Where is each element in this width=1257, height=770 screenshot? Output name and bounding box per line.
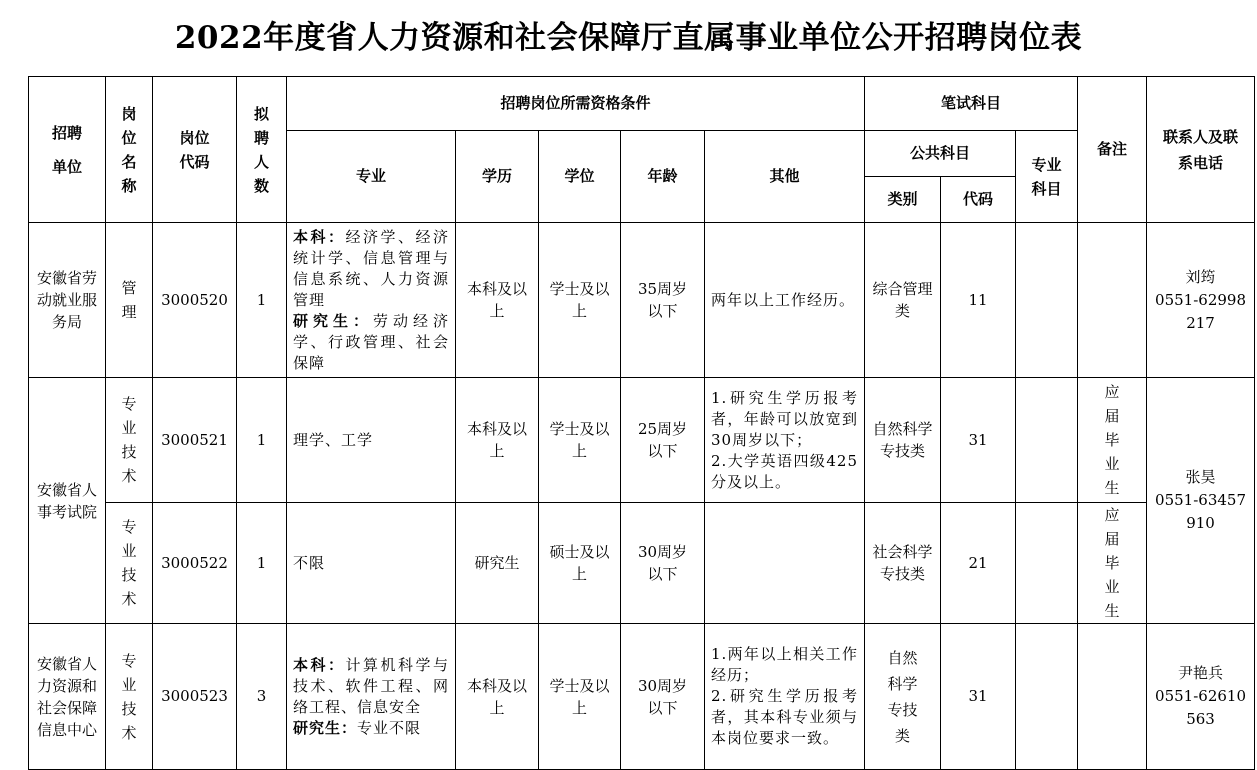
header-degree: 学位 (539, 131, 621, 223)
cell-education: 研究生 (456, 503, 539, 624)
cell-age: 30周岁以下 (621, 503, 705, 624)
cell-other (705, 503, 865, 624)
cell-post-code: 3000522 (153, 503, 237, 624)
cell-major: 本科：计算机科学与技术、软件工程、网络工程、信息安全 研究生：专业不限 (287, 624, 456, 770)
header-public-subject: 公共科目 (865, 131, 1016, 177)
recruitment-table (28, 76, 1255, 770)
header-education: 学历 (456, 131, 539, 223)
header-major: 专业 (287, 131, 456, 223)
cell-unit: 安徽省人事考试院 (29, 378, 106, 624)
cell-post-name: 专业技术 (106, 624, 153, 770)
cell-major: 理学、工学 (287, 378, 456, 503)
cell-major: 不限 (287, 503, 456, 624)
table-row (29, 378, 1255, 503)
cell-remark (1078, 624, 1147, 770)
cell-post-code: 3000523 (153, 624, 237, 770)
cell-count: 1 (237, 378, 287, 503)
cell-category: 综合管理类 (865, 223, 941, 378)
cell-code: 11 (941, 223, 1016, 378)
header-unit: 招聘单位 (29, 77, 106, 223)
cell-remark (1078, 223, 1147, 378)
cell-code: 21 (941, 503, 1016, 624)
cell-education: 本科及以上 (456, 624, 539, 770)
cell-unit: 安徽省劳动就业服务局 (29, 223, 106, 378)
cell-remark: 应届毕业生 (1078, 503, 1147, 624)
cell-professional-subject (1016, 378, 1078, 503)
header-other: 其他 (705, 131, 865, 223)
cell-post-name: 管理 (106, 223, 153, 378)
cell-professional-subject (1016, 503, 1078, 624)
cell-contact: 尹艳兵 0551-62610563 (1147, 624, 1255, 770)
cell-count: 3 (237, 624, 287, 770)
cell-count: 1 (237, 503, 287, 624)
header-requirements: 招聘岗位所需资格条件 (287, 77, 865, 131)
header-post-code: 岗位代码 (153, 77, 237, 223)
cell-degree: 学士及以上 (539, 624, 621, 770)
cell-other: 两年以上工作经历。 (705, 223, 865, 378)
cell-professional-subject (1016, 624, 1078, 770)
cell-major: 本科：经济学、经济统计学、信息管理与信息系统、人力资源管理 研究生：劳动经济学、行政管理、社会保障 (287, 223, 456, 378)
table-row (29, 223, 1255, 378)
header-category: 类别 (865, 177, 941, 223)
header-post-name: 岗位名称 (106, 77, 153, 223)
cell-contact: 刘筠 0551-62998217 (1147, 223, 1255, 378)
cell-professional-subject (1016, 223, 1078, 378)
header-code: 代码 (941, 177, 1016, 223)
cell-other: 1.两年以上相关工作经历； 2.研究生学历报考者，其本科专业须与本岗位要求一致。 (705, 624, 865, 770)
cell-count: 1 (237, 223, 287, 378)
cell-age: 30周岁以下 (621, 624, 705, 770)
cell-contact: 张昊 0551-63457910 (1147, 378, 1255, 624)
cell-post-name: 专业技术 (106, 378, 153, 503)
cell-education: 本科及以上 (456, 378, 539, 503)
cell-degree: 硕士及以上 (539, 503, 621, 624)
cell-post-code: 3000520 (153, 223, 237, 378)
page-title: 2022年度省人力资源和社会保障厅直属事业单位公开招聘岗位表 (174, 20, 1083, 56)
header-contact: 联系人及联系电话 (1147, 77, 1255, 223)
cell-other: 1.研究生学历报考者，年龄可以放宽到30周岁以下； 2.大学英语四级425分及以上。 (705, 378, 865, 503)
cell-degree: 学士及以上 (539, 223, 621, 378)
cell-remark: 应届毕业生 (1078, 378, 1147, 503)
cell-code: 31 (941, 624, 1016, 770)
cell-unit: 安徽省人力资源和社会保障信息中心 (29, 624, 106, 770)
header-age: 年龄 (621, 131, 705, 223)
cell-degree: 学士及以上 (539, 378, 621, 503)
cell-post-name: 专业技术 (106, 503, 153, 624)
cell-age: 35周岁以下 (621, 223, 705, 378)
header-exam: 笔试科目 (865, 77, 1078, 131)
table-row (29, 503, 1255, 624)
cell-code: 31 (941, 378, 1016, 503)
header-remark: 备注 (1078, 77, 1147, 223)
header-count: 拟聘人数 (237, 77, 287, 223)
cell-category: 自然科学专技类 (865, 378, 941, 503)
cell-age: 25周岁以下 (621, 378, 705, 503)
header-professional-subject: 专业科目 (1016, 131, 1078, 223)
cell-education: 本科及以上 (456, 223, 539, 378)
table-row (29, 624, 1255, 770)
cell-category: 自然科学专技类 (865, 624, 941, 770)
cell-post-code: 3000521 (153, 378, 237, 503)
cell-category: 社会科学专技类 (865, 503, 941, 624)
